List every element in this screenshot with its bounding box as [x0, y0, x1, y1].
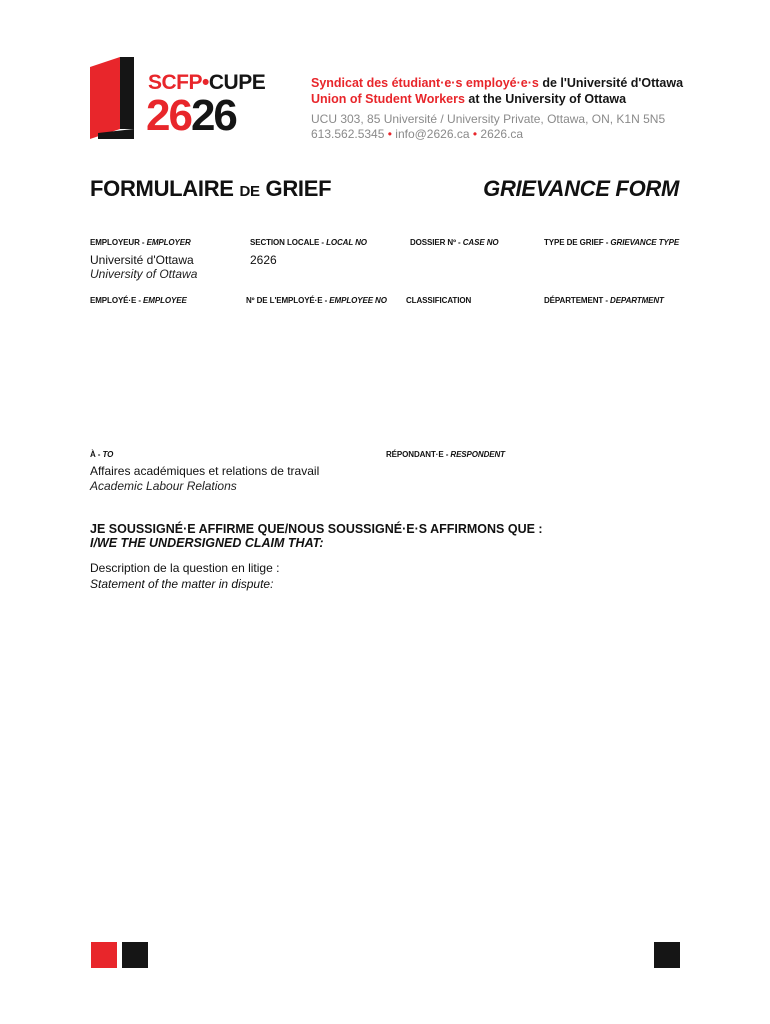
footer-corner-square — [654, 942, 680, 968]
local-value: 2626 — [250, 253, 277, 267]
dispute-description-fr: Description de la question en litige : — [90, 561, 280, 575]
to-value-en: Academic Labour Relations — [90, 479, 237, 493]
union-email: info@2626.ca — [395, 127, 470, 141]
employer-value-fr: Université d'Ottawa — [90, 253, 194, 267]
to-label: À - TO — [90, 450, 114, 459]
union-contact: 613.562.5345 • info@2626.ca • 2626.ca — [311, 127, 524, 141]
classification-label: CLASSIFICATION — [406, 296, 472, 305]
form-title-en: GRIEVANCE FORM — [483, 176, 679, 201]
claim-heading-fr: JE SOUSSIGNÉ·E AFFIRME QUE/NOUS SOUSSIGNÉ·E·S AFFIRMONS QUE : — [90, 522, 543, 536]
union-name-en: Union of Student Workers at the University of Ottawa — [311, 92, 627, 106]
union-name-fr: Syndicat des étudiant·e·s employé·e·s de l'Université d'Ottawa — [311, 76, 684, 90]
union-web: 2626.ca — [480, 127, 524, 141]
logo-mark — [90, 55, 138, 139]
department-label: DÉPARTEMENT - DEPARTMENT — [544, 296, 664, 305]
case-label: DOSSIER Nº - CASE NO — [410, 238, 499, 247]
logo-wordmark: SCFP•CUPE — [148, 71, 266, 94]
employee-no-label: Nº DE L'EMPLOYÉ·E - EMPLOYEE NO — [246, 296, 387, 305]
claim-heading-en: I/WE THE UNDERSIGNED CLAIM THAT: — [90, 536, 324, 550]
footer-red-square — [91, 942, 117, 968]
employer-label: EMPLOYEUR - EMPLOYER — [90, 238, 191, 247]
local-label: SECTION LOCALE - LOCAL NO — [250, 238, 367, 247]
union-phone: 613.562.5345 — [311, 127, 385, 141]
employer-value-en: University of Ottawa — [90, 267, 198, 281]
grievance-type-label: TYPE DE GRIEF - GRIEVANCE TYPE — [544, 238, 680, 247]
logo-number: 2626 — [146, 91, 236, 140]
footer-black-square — [122, 942, 148, 968]
employee-label: EMPLOYÉ·E - EMPLOYEE — [90, 296, 187, 305]
dispute-description-en: Statement of the matter in dispute: — [90, 577, 274, 591]
to-value-fr: Affaires académiques et relations de travail — [90, 464, 320, 478]
respondent-label: RÉPONDANT·E - RESPONDENT — [386, 450, 505, 459]
form-title-fr: FORMULAIRE DE GRIEF — [90, 176, 332, 201]
union-address: UCU 303, 85 Université / University Private, Ottawa, ON, K1N 5N5 — [311, 112, 666, 126]
